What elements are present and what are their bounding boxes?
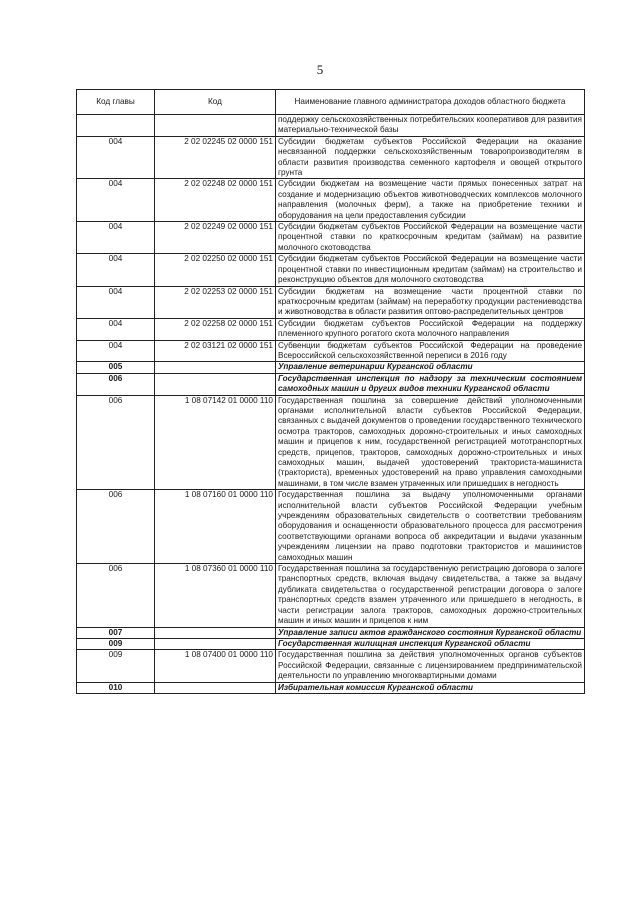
- chapter-code-cell: 004: [77, 179, 155, 222]
- page-number: 5: [316, 62, 324, 77]
- administrator-row: [77, 682, 585, 693]
- table-row: [77, 490, 585, 564]
- chapter-code-cell: 010: [77, 682, 155, 693]
- chapter-code-cell: [77, 115, 155, 137]
- code-cell: 1 08 07160 01 0000 110: [155, 490, 276, 564]
- code-cell: 2 02 02248 02 0000 151: [155, 179, 276, 222]
- chapter-code-cell: 007: [77, 627, 155, 638]
- chapter-code-cell: 004: [77, 136, 155, 179]
- administrator-name-cell: Управление записи актов гражданского состояния Курганской области: [276, 627, 585, 638]
- code-cell: [155, 682, 276, 693]
- code-cell: [155, 115, 276, 137]
- header-code: Код: [155, 90, 276, 115]
- chapter-code-cell: 004: [77, 318, 155, 340]
- name-cell: Государственная пошлина за государственную регистрацию договора о залоге транспортных средств, включая выдачу свидетельства, а также за выдачу дубликата свидетельства о государственной регистрации договора о залоге транспортных средств взамен утраченного или пришедшего в негодность, в части регистрации залога тракторов, самоходных дорожно-строительных машин и иных машин и прицепов к ним: [276, 564, 585, 627]
- administrator-name-cell: Государственная инспекция по надзору за техническим состоянием самоходных машин и других видов техники Курганской области: [276, 373, 585, 395]
- revenue-administrators-table: [76, 89, 585, 694]
- code-cell: [155, 362, 276, 373]
- table-row: [77, 136, 585, 179]
- administrator-name-cell: Избирательная комиссия Курганской области: [276, 682, 585, 693]
- name-cell: Субсидии бюджетам субъектов Российской Федерации на возмещение части процентной ставки по инвестиционным кредитам (займам) на строительство и реконструкцию объектов для молочного скотоводства: [276, 254, 585, 286]
- code-cell: 2 02 03121 02 0000 151: [155, 340, 276, 362]
- administrator-row: [77, 373, 585, 395]
- name-cell: Субсидии бюджетам субъектов Российской Федерации на поддержку племенного крупного рогатого скота молочного направления: [276, 318, 585, 340]
- chapter-code-cell: 004: [77, 222, 155, 254]
- code-cell: 2 02 02245 02 0000 151: [155, 136, 276, 179]
- code-cell: 2 02 02249 02 0000 151: [155, 222, 276, 254]
- code-cell: 2 02 02258 02 0000 151: [155, 318, 276, 340]
- table-row: [77, 254, 585, 286]
- header-chapter-code: Код главы: [77, 90, 155, 115]
- code-cell: [155, 373, 276, 395]
- chapter-code-cell: 006: [77, 564, 155, 627]
- table-row: [77, 650, 585, 682]
- name-cell: Государственная пошлина за выдачу уполномоченными органами исполнительной власти субъектов Российской Федерации учебным учреждениям образовательных свидетельств о соответствии требованиям оборудования и оснащенности образовательного процесса для рассмотрения соответствующими органами вопроса об аккредитации и выдачи указанным учреждениям лицензии на право подготовки трактористов и машинистов самоходных машин: [276, 490, 585, 564]
- table-row: [77, 318, 585, 340]
- name-cell: Субсидии бюджетам субъектов Российской Федерации на возмещение части процентной ставки по краткосрочным кредитам (займам) на развитие молочного скотоводства: [276, 222, 585, 254]
- chapter-code-cell: 009: [77, 638, 155, 649]
- chapter-code-cell: 006: [77, 373, 155, 395]
- name-cell: Государственная пошлина за совершение действий уполномоченными органами исполнительной власти субъектов Российской Федерации, связанных с выдачей документов о проведении государственного технического осмотра тракторов, самоходных дорожно-строительных и иных самоходных машин и прицепов к ним, государственной регистрацией мототранспортных средств, прицепов, тракторов, самоходных дорожно-строительных и иных самоходных машин, выдачей удостоверений тракториста-машиниста (тракториста), временных удостоверений на право управления самоходными машинами, в том числе взамен утраченных или пришедших в негодность: [276, 395, 585, 490]
- header-row: [77, 90, 585, 115]
- name-cell: Государственная пошлина за действия уполномоченных органов субъектов Российской Федерации, связанные с лицензированием предпринимательской деятельности по управлению многоквартирными домами: [276, 650, 585, 682]
- table-body: [77, 115, 585, 694]
- chapter-code-cell: 006: [77, 395, 155, 490]
- code-cell: 1 08 07400 01 0000 110: [155, 650, 276, 682]
- table-row: [77, 340, 585, 362]
- table-row: [77, 286, 585, 318]
- chapter-code-cell: 005: [77, 362, 155, 373]
- administrator-row: [77, 627, 585, 638]
- header-administrator-name: Наименование главного администратора доходов областного бюджета: [276, 90, 585, 115]
- code-cell: 2 02 02250 02 0000 151: [155, 254, 276, 286]
- code-cell: 2 02 02253 02 0000 151: [155, 286, 276, 318]
- code-cell: [155, 638, 276, 649]
- table-row: [77, 564, 585, 627]
- chapter-code-cell: 009: [77, 650, 155, 682]
- name-cell: поддержку сельскохозяйственных потребительских кооперативов для развития материально-технической базы: [276, 115, 585, 137]
- administrator-name-cell: Государственная жилищная инспекция Курганской области: [276, 638, 585, 649]
- administrator-row: [77, 638, 585, 649]
- table-header: [77, 90, 585, 115]
- code-cell: 1 08 07142 01 0000 110: [155, 395, 276, 490]
- table-row: [77, 179, 585, 222]
- table-row: [77, 222, 585, 254]
- administrator-row: [77, 362, 585, 373]
- code-cell: [155, 627, 276, 638]
- code-cell: 1 08 07360 01 0000 110: [155, 564, 276, 627]
- name-cell: Субсидии бюджетам субъектов Российской Федерации на оказание несвязанной поддержки сельскохозяйственным товаропроизводителям в области развития производства семенного картофеля и овощей открытого грунта: [276, 136, 585, 179]
- chapter-code-cell: 004: [77, 340, 155, 362]
- chapter-code-cell: 004: [77, 286, 155, 318]
- administrator-name-cell: Управление ветеринарии Курганской области: [276, 362, 585, 373]
- table-row: [77, 395, 585, 490]
- chapter-code-cell: 006: [77, 490, 155, 564]
- name-cell: Субвенции бюджетам субъектов Российской Федерации на проведение Всероссийской сельскохозяйственной переписи в 2016 году: [276, 340, 585, 362]
- chapter-code-cell: 004: [77, 254, 155, 286]
- name-cell: Субсидии бюджетам на возмещение части прямых понесенных затрат на создание и модернизацию объектов животноводческих комплексов молочного направления (молочных ферм), а также на приобретение техники и оборудования на цели предоставления субсидии: [276, 179, 585, 222]
- name-cell: Субсидии бюджетам на возмещение части процентной ставки по краткосрочным кредитам (займам) на переработку продукции растениеводства и животноводства в области развития оптово-распределительных центров: [276, 286, 585, 318]
- table-row: [77, 115, 585, 137]
